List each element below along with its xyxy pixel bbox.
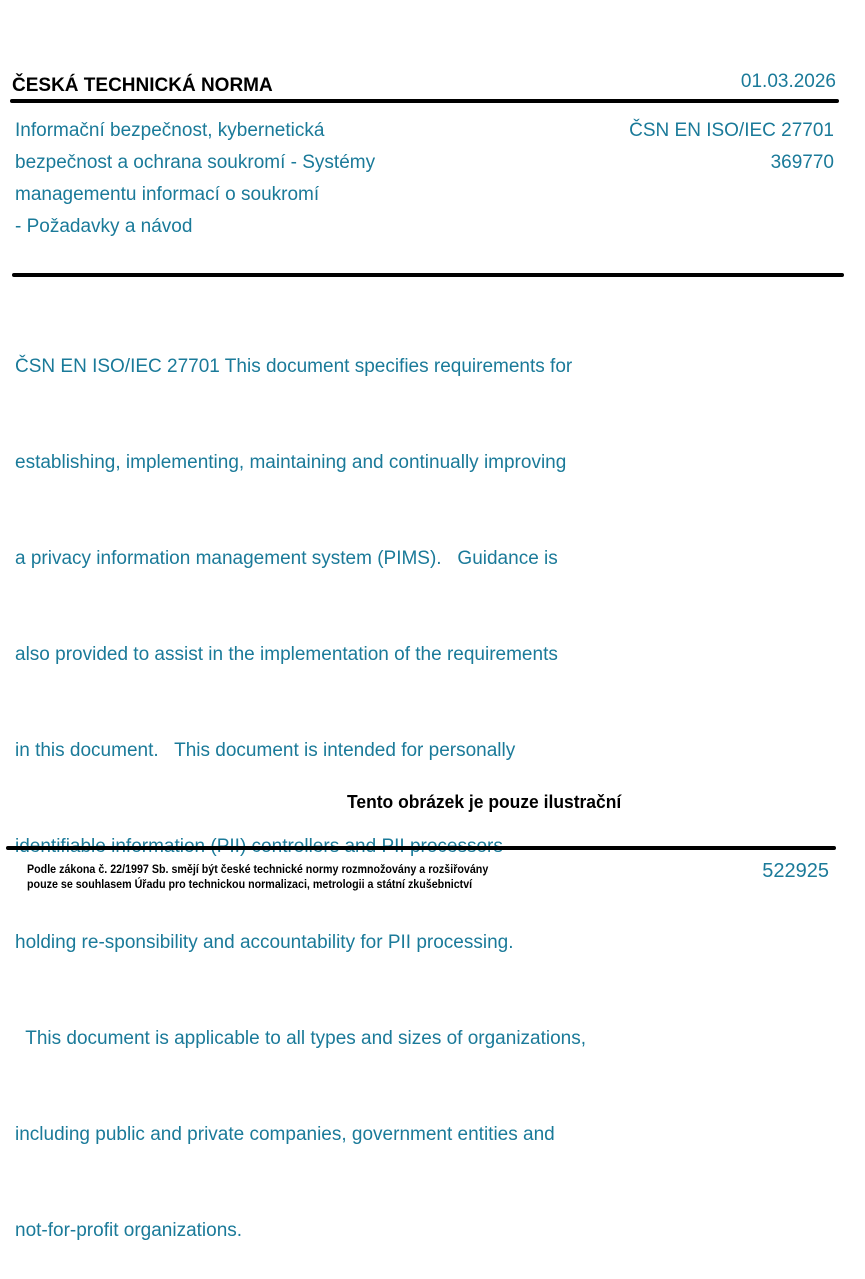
abstract-line: establishing, implementing, maintaining and continually improving bbox=[15, 452, 567, 473]
effective-date: 01.03.2026 bbox=[740, 71, 836, 92]
standard-title-line: - Požadavky a návod bbox=[15, 216, 193, 237]
abstract-text bbox=[15, 287, 586, 1279]
abstract-line: This document is applicable to all types and sizes of organizations, bbox=[15, 1028, 587, 1049]
copyright-notice bbox=[27, 863, 488, 893]
standard-title-line: Informační bezpečnost, kybernetická bbox=[15, 120, 325, 141]
footer-divider bbox=[6, 846, 836, 850]
abstract-line: holding re-sponsibility and accountability for PII processing. bbox=[15, 932, 514, 953]
abstract-line: in this document. This document is intended for personally bbox=[15, 740, 516, 761]
standard-identifiers bbox=[629, 115, 834, 179]
abstract-line: ČSN EN ISO/IEC 27701 This document specifies requirements for bbox=[15, 356, 573, 377]
abstract-line: not-for-profit organizations. bbox=[15, 1220, 243, 1241]
document-type-heading: ČESKÁ TECHNICKÁ NORMA bbox=[12, 75, 273, 96]
abstract-line: including public and private companies, government entities and bbox=[15, 1124, 555, 1145]
standard-title bbox=[15, 115, 375, 243]
copyright-notice-line: Podle zákona č. 22/1997 Sb. smějí být české technické normy rozmnožovány a rozšiřovány bbox=[27, 864, 489, 876]
copyright-notice-line: pouze se souhlasem Úřadu pro technickou normalizaci, metrologii a státní zkušebnictví bbox=[27, 879, 473, 891]
standard-title-line: managementu informací o soukromí bbox=[15, 184, 320, 205]
abstract-line: also provided to assist in the implementation of the requirements bbox=[15, 644, 558, 665]
header-divider bbox=[10, 99, 839, 103]
catalog-number: 369770 bbox=[770, 152, 834, 173]
abstract-line: a privacy information management system (PIMS). Guidance is bbox=[15, 548, 558, 569]
illustration-disclaimer: Tento obrázek je pouze ilustrační bbox=[347, 792, 622, 812]
document-number: 522925 bbox=[762, 860, 829, 882]
standard-designation: ČSN EN ISO/IEC 27701 bbox=[629, 120, 834, 141]
section-divider bbox=[12, 273, 844, 277]
standard-title-line: bezpečnost a ochrana soukromí - Systémy bbox=[15, 152, 376, 173]
